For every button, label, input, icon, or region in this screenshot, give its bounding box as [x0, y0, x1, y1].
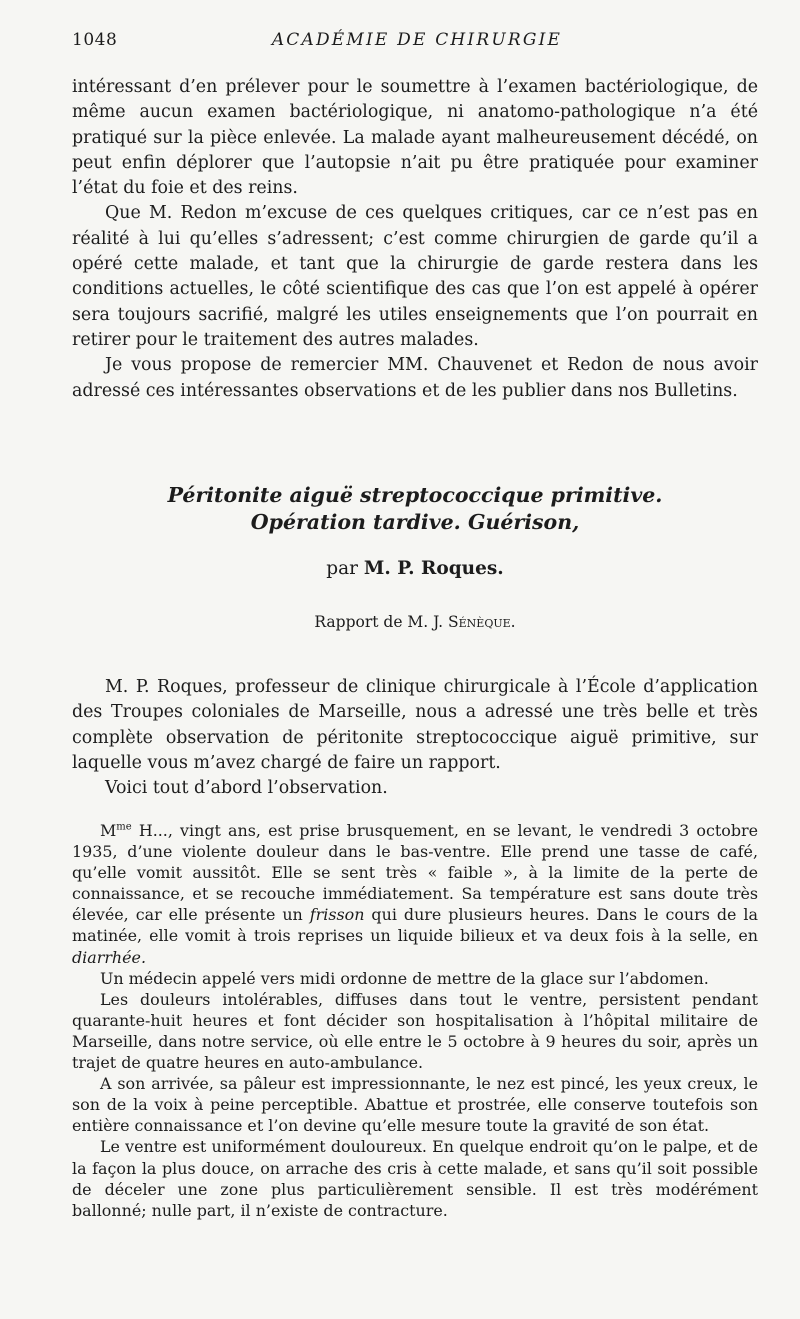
running-head: ACADÉMIE DE CHIRURGIE: [271, 30, 563, 50]
title-abbrev: M: [100, 821, 117, 840]
page-header: [72, 30, 762, 54]
intro-text: [72, 75, 758, 404]
report-line: [72, 613, 758, 631]
observation-paragraph: Un médecin appelé vers midi ordonne de mettre de la glace sur l’abdomen.: [100, 968, 709, 988]
byline: [72, 558, 758, 579]
observation-text-b: qui dure plusieurs heures. Dans le cours de la matinée, elle vomit à trois reprises un liquide bilieux et va deux fois à la selle, en: [72, 905, 758, 946]
byline-prefix: par: [326, 558, 358, 579]
article-body: [72, 675, 758, 801]
paragraph: Que M. Redon m’excuse de ces quelques critiques, car ce n’est pas en réalité à lui qu’elles s’adressent; c’est comme chirurgien de garde qu’il a opéré cette malade, et tant que la chirurgie de garde restera dans les conditions actuelles, le côté scientifique des cas que l’on est appelé à opérer sera toujours sacrifié, malgré les utiles enseignements que l’on pourrait en retirer pour le traitement des autres malades.: [72, 203, 758, 350]
report-prefix: Rapport de M. J.: [314, 613, 444, 631]
article-title-line-2: Opération tardive. Guérison,: [250, 510, 580, 534]
observation-paragraph: A son arrivée, sa pâleur est impressionnante, le nez est pincé, les yeux creux, le son de la voix à peine perceptible. Abattue et prostrée, elle conserve toutefois son entière connaissance et l’on devine qu’elle mesure toute la gravité de son état.: [72, 1074, 758, 1136]
author-name: M. P. Roques.: [363, 558, 504, 579]
paragraph: Voici tout d’abord l’observation.: [105, 778, 388, 799]
reporter-name: Sénèque.: [448, 613, 516, 631]
observation-paragraph: [72, 820, 758, 968]
page-number: 1048: [72, 30, 118, 50]
emphasis-diarrhee: diarrhée.: [72, 947, 147, 967]
paragraph: Je vous propose de remercier MM. Chauvenet et Redon de nous avoir adressé ces intéressantes observations et de les publier dans nos Bulletins.: [72, 355, 758, 401]
title-abbrev-sup: me: [116, 821, 132, 833]
observation-paragraph: Le ventre est uniformément douloureux. En quelque endroit qu’on le palpe, et de la façon la plus douce, on arrache des cris à cette malade, et sans qu’il soit possible de déceler une zone plus particulièrement sensible. Il est très modérément ballonné; nulle part, il n’existe de contracture.: [72, 1137, 758, 1220]
paragraph: intéressant d’en prélever pour le soumettre à l’examen bactériologique, de même aucun examen bactériologique, ni anatomo-pathologique n’a été pratiqué sur la pièce enlevée. La malade ayant malheureusement décédé, on peut enfin déplorer que l’autopsie n’ait pu être pratiquée pour examiner l’état du foie et des reins.: [72, 77, 758, 199]
article-title-line-1: Péritonite aiguë streptococcique primitive.: [167, 483, 663, 507]
observation-paragraph: Les douleurs intolérables, diffuses dans tout le ventre, persistent pendant quarante-huit heures et font décider son hospitalisation à l’hôpital militaire de Marseille, dans notre service, où elle entre le 5 octobre à 9 heures du soir, après un trajet de quatre heures en auto-ambulance.: [72, 989, 758, 1073]
emphasis-frisson: frisson: [309, 905, 365, 925]
paragraph: M. P. Roques, professeur de clinique chirurgicale à l’École d’application des Troupes coloniales de Marseille, nous a adressé une très belle et très complète observation de péritonite streptococcique aiguë primitive, sur laquelle vous m’avez chargé de faire un rapport.: [72, 677, 758, 773]
observation-text: [72, 820, 758, 1221]
article-title: [72, 482, 758, 536]
observation-text-a: H..., vingt ans, est prise brusquement, en se levant, le vendredi 3 octobre 1935, d’une violente douleur dans le bas-ventre. Elle prend une tasse de café, qu’elle vomit aussitôt. Elle se sent très « faible », à la limite de la perte de connaissance, et se recouche immédiatement. Sa température est sans doute très élevée, car elle présente un: [72, 821, 758, 925]
